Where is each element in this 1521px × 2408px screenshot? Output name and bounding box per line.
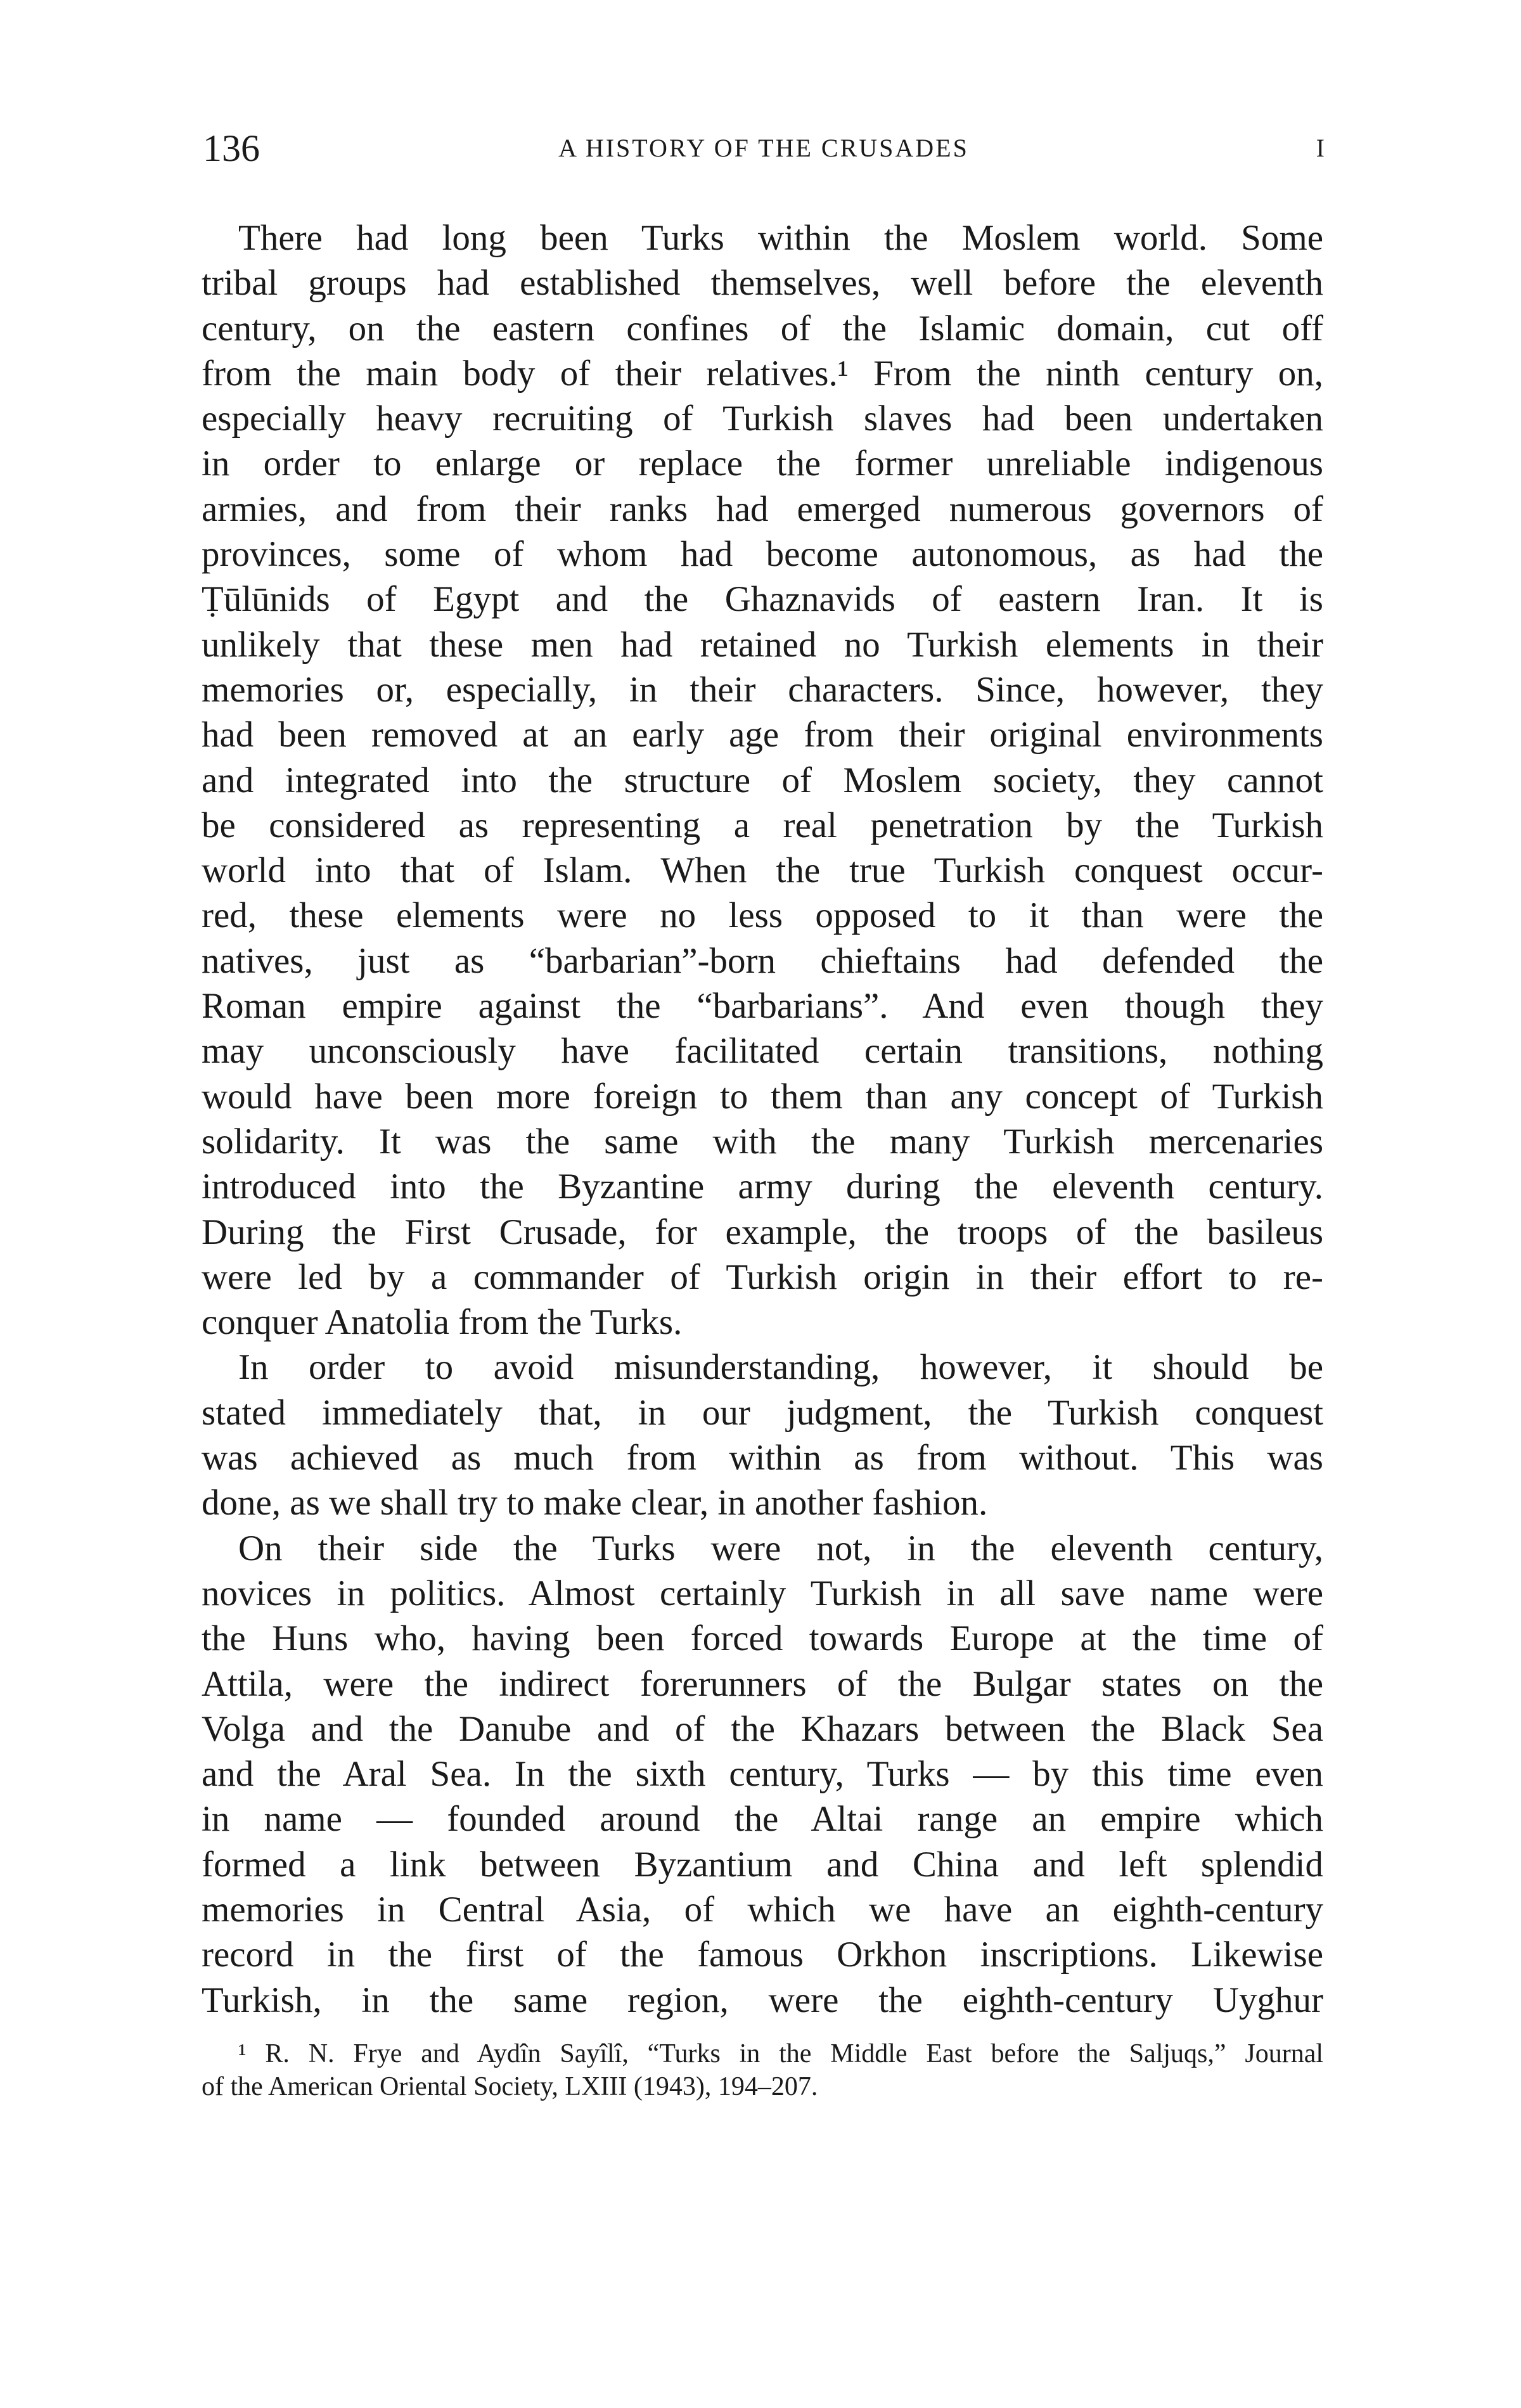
paragraph-2-line: In order to avoid misunderstanding, however, it should be: [238, 1347, 1323, 1388]
paragraph-3-line: the Huns who, having been forced towards Europe at the time of: [202, 1618, 1323, 1659]
paragraph-1-line: During the First Crusade, for example, the troops of the basileus: [202, 1212, 1323, 1252]
paragraph-1-line: world into that of Islam. When the true Turkish conquest occur-: [202, 850, 1323, 891]
paragraph-3-line: Turkish, in the same region, were the eighth-century Uyghur: [202, 1980, 1323, 2020]
paragraph-1-line: be considered as representing a real penetration by the Turkish: [202, 805, 1323, 845]
paragraph-1-line: unlikely that these men had retained no Turkish elements in their: [202, 624, 1323, 665]
paragraph-3-line: formed a link between Byzantium and China and left splendid: [202, 1844, 1323, 1885]
paragraph-1-line: were led by a commander of Turkish origin in their effort to re-: [202, 1257, 1323, 1297]
page-number: 136: [203, 127, 260, 169]
paragraph-1-line: armies, and from their ranks had emerged numerous governors of: [202, 489, 1323, 529]
paragraph-3-line: Attila, were the indirect forerunners of the Bulgar states on the: [202, 1663, 1323, 1704]
paragraph-3-line: On their side the Turks were not, in the eleventh century,: [238, 1528, 1323, 1568]
footnote-marker: ¹: [238, 2039, 247, 2068]
paragraph-1-line: There had long been Turks within the Moslem world. Some: [238, 218, 1323, 258]
paragraph-3-line: Volga and the Danube and of the Khazars between the Black Sea: [202, 1708, 1323, 1749]
paragraph-1-line: in order to enlarge or replace the former unreliable indigenous: [202, 444, 1323, 484]
paragraph-1-line: solidarity. It was the same with the many Turkish mercenaries: [202, 1121, 1323, 1162]
paragraph-1-line: Roman empire against the “barbarians”. And even though they: [202, 986, 1323, 1027]
paragraph-2-line: stated immediately that, in our judgment, the Turkish conquest: [202, 1392, 1323, 1433]
paragraph-1-line: especially heavy recruiting of Turkish slaves had been undertaken: [202, 399, 1323, 439]
footnote: [202, 2037, 1323, 2103]
body-text: [202, 215, 1323, 2023]
paragraph-1-line: from the main body of their relatives.¹ From the ninth century on,: [202, 353, 1323, 394]
paragraph-1-line: may unconsciously have facilitated certain transitions, nothing: [202, 1031, 1323, 1072]
paragraph-3-line: novices in politics. Almost certainly Turkish in all save name were: [202, 1573, 1323, 1613]
paragraph-1-line: provinces, some of whom had become autonomous, as had the: [202, 534, 1323, 575]
paragraph-3-line: in name — founded around the Altai range an empire which: [202, 1799, 1323, 1840]
paragraph-1-line: conquer Anatolia from the Turks.: [202, 1302, 683, 1343]
running-head: [203, 127, 1325, 177]
paragraph-1-line: red, these elements were no less opposed to it than were the: [202, 895, 1323, 936]
paragraph-1-line: century, on the eastern confines of the Islamic domain, cut off: [202, 308, 1323, 349]
footnote-line: of the American Oriental Society, LXIII (1943), 194–207.: [202, 2072, 818, 2101]
paragraph-1-line: memories or, especially, in their characters. Since, however, they: [202, 669, 1323, 710]
paragraph-1-line: and integrated into the structure of Moslem society, they cannot: [202, 760, 1323, 800]
paragraph-2-line: done, as we shall try to make clear, in another fashion.: [202, 1483, 988, 1523]
paragraph-3-line: record in the first of the famous Orkhon inscriptions. Likewise: [202, 1935, 1323, 1975]
paragraph-1-line: natives, just as “barbarian”-born chieftains had defended the: [202, 940, 1323, 981]
paragraph-3-line: and the Aral Sea. In the sixth century, Turks — by this time even: [202, 1754, 1323, 1795]
paragraph-1-line: introduced into the Byzantine army during the eleventh century.: [202, 1167, 1323, 1207]
paragraph-1-line: Ṭūlūnids of Egypt and the Ghaznavids of eastern Iran. It is: [202, 579, 1323, 620]
paragraph-1-line: would have been more foreign to them than any concept of Turkish: [202, 1076, 1323, 1117]
paragraph-1-line: tribal groups had established themselves, well before the eleventh: [202, 263, 1323, 304]
chapter-number: I: [1316, 134, 1325, 162]
paragraph-2-line: was achieved as much from within as from without. This was: [202, 1438, 1323, 1478]
paragraph-1-line: had been removed at an early age from their original environments: [202, 715, 1323, 755]
running-title: A HISTORY OF THE CRUSADES: [558, 134, 969, 162]
paragraph-3-line: memories in Central Asia, of which we have an eighth-century: [202, 1889, 1323, 1930]
footnote-text: R. N. Frye and Aydîn Sayîlî, “Turks in the Middle East before the Saljuqs,” Journal: [265, 2039, 1324, 2068]
footnote-line: [202, 2037, 1323, 2070]
